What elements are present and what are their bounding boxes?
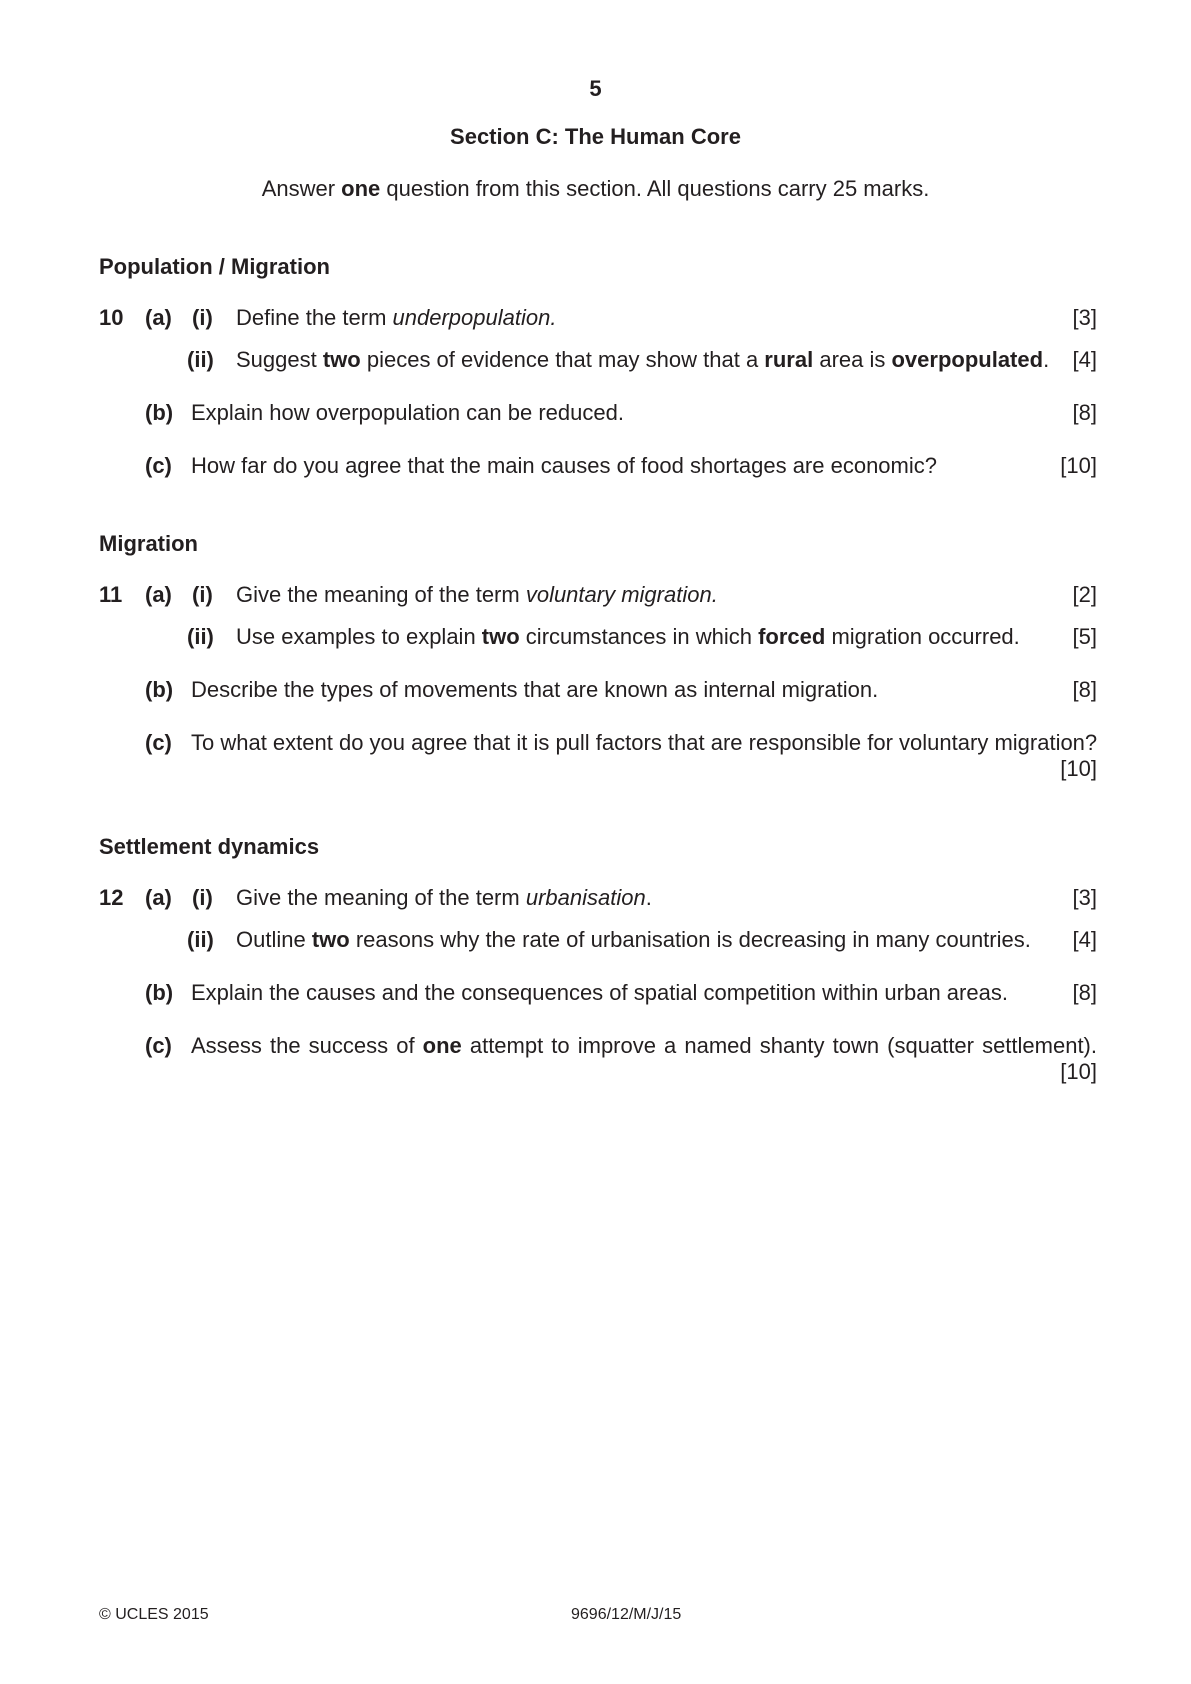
text-segment: voluntary migration. <box>525 582 718 607</box>
text-segment: underpopulation. <box>392 305 557 330</box>
subpart-label: (i) <box>192 885 213 910</box>
text-segment: Give the meaning of the term <box>236 582 526 607</box>
text-segment: Use examples to explain <box>236 624 482 649</box>
text-segment: pieces of evidence that may show that a <box>360 347 765 372</box>
part-label: (c) <box>145 1033 172 1058</box>
mark-allocation: [5] <box>1072 624 1097 649</box>
text-segment: attempt to improve a named shanty town (squatter settlement). <box>461 1033 1097 1058</box>
footer-copyright: © UCLES 2015 <box>99 1606 209 1623</box>
text-segment: two <box>322 347 361 372</box>
text-segment: . <box>645 885 652 910</box>
part-label: (b) <box>145 980 174 1005</box>
instruction-post: question from this section. All questions carry 25 marks. <box>380 176 930 201</box>
question-number: 10 <box>99 305 124 330</box>
part-label: (b) <box>145 400 174 425</box>
text-segment: area is <box>813 347 892 372</box>
question-text <box>236 347 1049 373</box>
footer-paper-code: 9696/12/M/J/15 <box>571 1606 682 1623</box>
subpart-label: (ii) <box>187 347 214 372</box>
mark-allocation: [3] <box>1072 305 1097 330</box>
text-segment: Give the meaning of the term <box>236 885 526 910</box>
question-text <box>236 624 1020 650</box>
mark-allocation: [10] <box>1060 756 1097 781</box>
part-label: (a) <box>145 885 172 910</box>
text-segment: urbanisation <box>525 885 646 910</box>
subpart-label: (i) <box>192 305 213 330</box>
mark-allocation: [4] <box>1072 347 1097 372</box>
text-segment: rural <box>764 347 814 372</box>
section-title: Section C: The Human Core <box>450 124 741 149</box>
part-label: (b) <box>145 677 174 702</box>
mark-allocation: [8] <box>1072 400 1097 425</box>
topic-heading: Migration <box>99 531 198 556</box>
page-number: 5 <box>589 76 602 101</box>
question-text <box>191 677 878 703</box>
question-text <box>236 885 652 911</box>
text-segment: two <box>481 624 520 649</box>
part-label: (a) <box>145 582 172 607</box>
text-segment: migration occurred. <box>825 624 1020 649</box>
text-segment: overpopulated <box>891 347 1044 372</box>
mark-allocation: [10] <box>1060 1059 1097 1084</box>
mark-allocation: [3] <box>1072 885 1097 910</box>
mark-allocation: [10] <box>1060 453 1097 478</box>
text-segment: To what extent do you agree that it is pull factors that are responsible for voluntary migration? <box>191 730 1098 755</box>
part-label: (a) <box>145 305 172 330</box>
subpart-label: (ii) <box>187 927 214 952</box>
part-label: (c) <box>145 730 172 755</box>
question-number: 12 <box>99 885 124 910</box>
text-segment: Define the term <box>236 305 393 330</box>
question-text <box>191 400 624 426</box>
text-segment: Outline <box>236 927 312 952</box>
question-text <box>236 305 556 331</box>
text-segment: reasons why the rate of urbanisation is decreasing in many countries. <box>349 927 1031 952</box>
text-segment: Describe the types of movements that are known as internal migration. <box>191 677 879 702</box>
text-segment: . <box>1043 347 1050 372</box>
text-segment: Explain how overpopulation can be reduced. <box>191 400 624 425</box>
mark-allocation: [2] <box>1072 582 1097 607</box>
question-number: 11 <box>99 582 123 607</box>
subpart-label: (ii) <box>187 624 214 649</box>
question-text <box>191 730 1097 756</box>
text-segment: Suggest <box>236 347 323 372</box>
mark-allocation: [4] <box>1072 927 1097 952</box>
text-segment: Assess the success of <box>191 1033 423 1058</box>
subpart-label: (i) <box>192 582 213 607</box>
question-text <box>191 1033 1097 1059</box>
text-segment: one <box>422 1033 462 1058</box>
text-segment: two <box>311 927 350 952</box>
section-instruction <box>0 176 1191 202</box>
part-label: (c) <box>145 453 172 478</box>
topic-heading: Population / Migration <box>99 254 330 279</box>
question-text <box>191 980 1008 1006</box>
text-segment: How far do you agree that the main causes of food shortages are economic? <box>191 453 937 478</box>
text-segment: Explain the causes and the consequences of spatial competition within urban areas. <box>191 980 1008 1005</box>
question-text <box>236 927 1031 953</box>
text-segment: forced <box>758 624 826 649</box>
instruction-pre: Answer <box>261 176 342 201</box>
text-segment: circumstances in which <box>519 624 759 649</box>
instruction-bold: one <box>341 176 381 201</box>
question-text <box>191 453 937 479</box>
mark-allocation: [8] <box>1072 677 1097 702</box>
question-text <box>236 582 718 608</box>
topic-heading: Settlement dynamics <box>99 834 320 859</box>
mark-allocation: [8] <box>1072 980 1097 1005</box>
